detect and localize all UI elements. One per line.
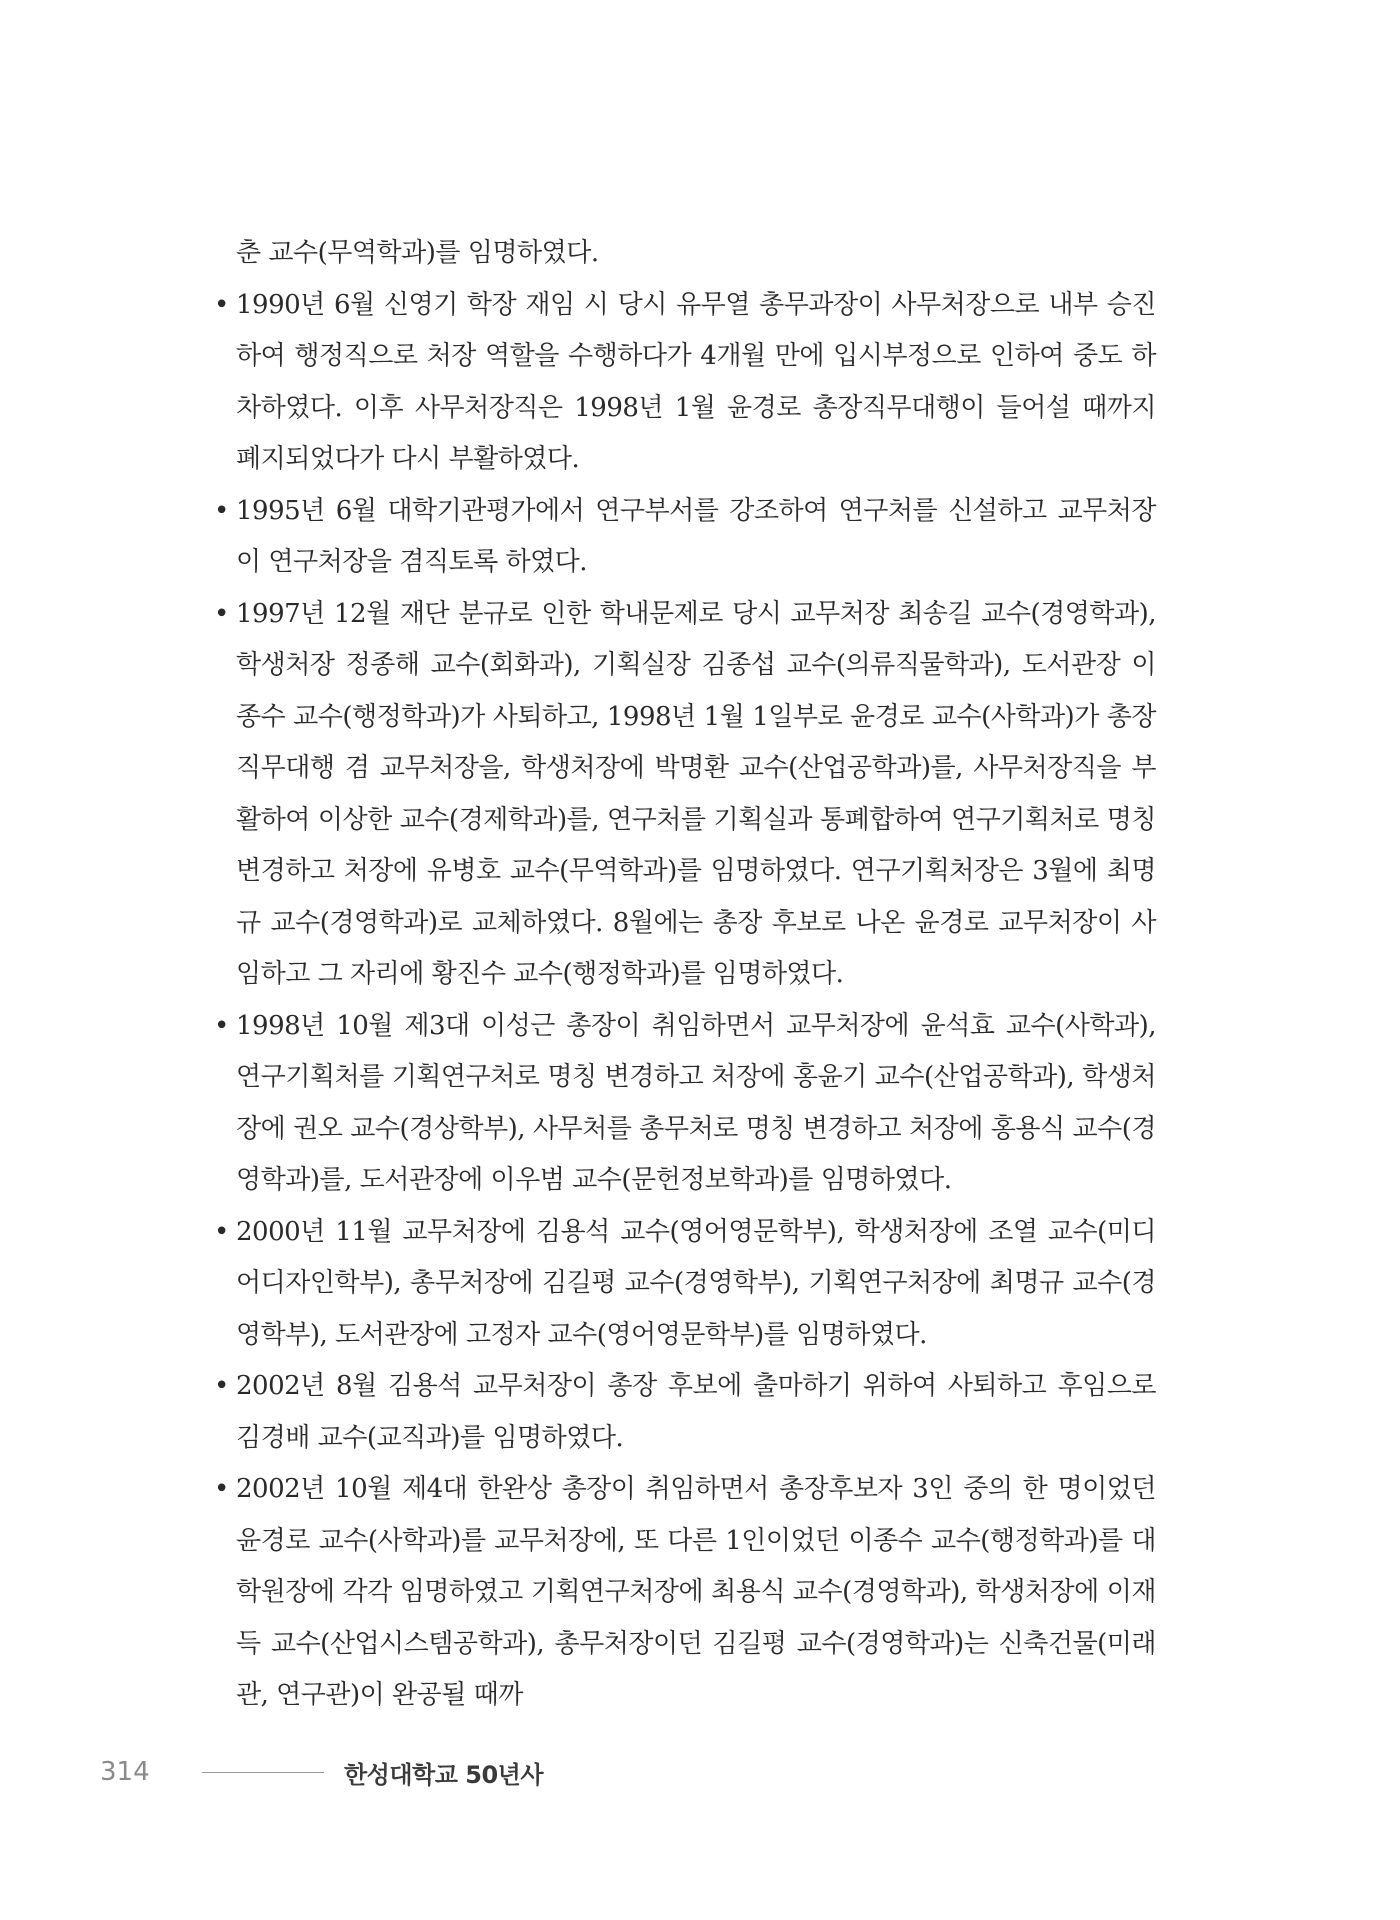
bullet-marker: • <box>214 495 229 526</box>
list-item <box>214 486 1156 589</box>
bullet-marker: • <box>214 289 229 320</box>
list-item-text: 2002년 8월 김용석 교무처장이 총장 후보에 출마하기 위하여 사퇴하고 후임으로 김경배 교수(교직과)를 임명하였다. <box>236 1371 1156 1453</box>
bullet-list <box>214 280 1156 1722</box>
list-item-text: 1995년 6월 대학기관평가에서 연구부서를 강조하여 연구처를 신설하고 교무처장이 연구처장을 겸직토록 하였다. <box>236 495 1156 577</box>
list-item-text: 1998년 10월 제3대 이성근 총장이 취임하면서 교무처장에 윤석효 교수(사학과), 연구기획처를 기획연구처로 명칭 변경하고 처장에 홍윤기 교수(산업공학과), 학생처장에 권오 교수(경상학부), 사무처를 총무처로 명칭 변경하고 처장에 홍용식 교수(경영학과)를, 도서관장에 이우범 교수(문헌정보학과)를 임명하였다. <box>236 1010 1156 1195</box>
footer-divider <box>202 1772 324 1773</box>
bullet-marker: • <box>214 1474 229 1504</box>
continuation-paragraph: 춘 교수(무역학과)를 임명하였다. <box>236 238 599 268</box>
list-item <box>214 1207 1156 1362</box>
running-title: 한성대학교 50년사 <box>344 1760 544 1789</box>
page-body <box>214 228 1156 1722</box>
bullet-marker: • <box>214 598 229 629</box>
list-item <box>214 589 1156 1001</box>
list-item-text: 1997년 12월 재단 분규로 인한 학내문제로 당시 교무처장 최송길 교수(경영학과), 학생처장 정종해 교수(회화과), 기획실장 김종섭 교수(의류직물학과), 도서관장 이종수 교수(행정학과)가 사퇴하고, 1998년 1월 1일부로 윤경로 교수(사학과)가 총장직무대행 겸 교무처장을, 학생처장에 박명환 교수(산업공학과)를, 사무처장직을 부활하여 이상한 교수(경제학과)를, 연구처를 기획실과 통폐합하여 연구기획처로 명칭변경하고 처장에 유병호 교수(무역학과)를 임명하였다. 연구기획처장은 3월에 최명규 교수(경영학과)로 교체하였다. 8월에는 총장 후보로 나온 윤경로 교무처장이 사임하고 그 자리에 황진수 교수(행정학과)를 임명하였다. <box>236 598 1156 989</box>
bullet-marker: • <box>214 1371 229 1401</box>
list-item <box>214 1001 1156 1207</box>
list-item <box>214 1464 1156 1722</box>
page-footer <box>100 1752 543 1792</box>
list-item-text: 2002년 10월 제4대 한완상 총장이 취임하면서 총장후보자 3인 중의 한 명이었던 윤경로 교수(사학과)를 교무처장에, 또 다른 1인이었던 이종수 교수(행정학과)를 대학원장에 각각 임명하였고 기획연구처장에 최용식 교수(경영학과), 학생처장에 이재득 교수(산업시스템공학과), 총무처장이던 김길평 교수(경영학과)는 신축건물(미래관, 연구관)이 완공될 때까 <box>236 1474 1156 1710</box>
list-item-text: 1990년 6월 신영기 학장 재임 시 당시 유무열 총무과장이 사무처장으로 내부 승진하여 행정직으로 처장 역할을 수행하다가 4개월 만에 입시부정으로 인하여 중도 하차하였다. 이후 사무처장직은 1998년 1월 윤경로 총장직무대행이 들어설 때까지 폐지되었다가 다시 부활하였다. <box>236 289 1156 474</box>
list-item <box>214 280 1156 486</box>
bullet-marker: • <box>214 1216 229 1247</box>
bullet-marker: • <box>214 1010 229 1041</box>
list-item <box>214 1361 1156 1464</box>
page-number: 314 <box>100 1757 150 1787</box>
list-item-text: 2000년 11월 교무처장에 김용석 교수(영어영문학부), 학생처장에 조열 교수(미디어디자인학부), 총무처장에 김길평 교수(경영학부), 기획연구처장에 최명규 교수(경영학부), 도서관장에 고정자 교수(영어영문학부)를 임명하였다. <box>236 1216 1156 1350</box>
